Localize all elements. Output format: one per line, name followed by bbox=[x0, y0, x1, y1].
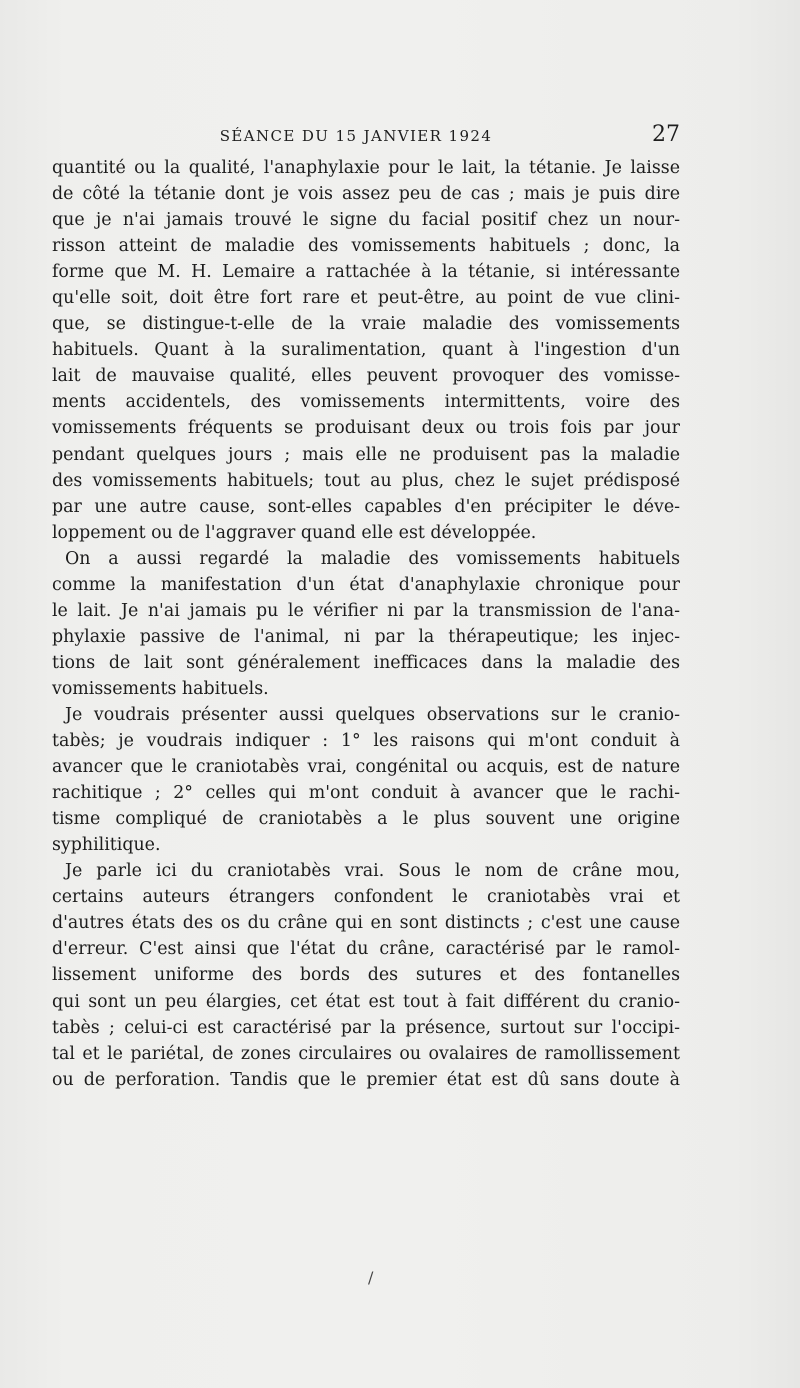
text-line: que, se distingue-t-elle de la vraie maladie des vomissements bbox=[52, 314, 680, 335]
running-title: SÉANCE DU 15 JANVIER 1924 bbox=[219, 127, 493, 145]
text-line: loppement ou de l'aggraver quand elle est développée. bbox=[52, 522, 537, 543]
text-line: phylaxie passive de l'animal, ni par la thérapeutique; les injec- bbox=[52, 626, 680, 647]
text-line: tabès; je voudrais indiquer : 1° les raisons qui m'ont conduit à bbox=[52, 731, 680, 752]
text-line: qu'elle soit, doit être fort rare et peut-être, au point de vue clini- bbox=[52, 288, 680, 309]
text-line: que je n'ai jamais trouvé le signe du facial positif chez un nour- bbox=[52, 210, 680, 231]
text-line: risson atteint de maladie des vomissements habituels ; donc, la bbox=[52, 236, 680, 257]
text-line: lissement uniforme des bords des sutures et des fontanelles bbox=[52, 965, 680, 986]
text-line: comme la manifestation d'un état d'anaphylaxie chronique pour bbox=[52, 574, 680, 595]
text-line: de côté la tétanie dont je vois assez peu de cas ; mais je puis dire bbox=[52, 184, 680, 205]
text-line: Je voudrais présenter aussi quelques observations sur le cranio- bbox=[65, 704, 680, 725]
text-line: des vomissements habituels; tout au plus, chez le sujet prédisposé bbox=[52, 470, 680, 491]
text-line: d'autres états des os du crâne qui en sont distincts ; c'est une cause bbox=[52, 913, 680, 934]
text-line: le lait. Je n'ai jamais pu le vérifier ni par la transmission de l'ana- bbox=[52, 600, 680, 621]
text-line: tions de lait sont généralement inefficaces dans la maladie des bbox=[52, 652, 680, 673]
text-line: ou de perforation. Tandis que le premier état est dû sans doute à bbox=[52, 1069, 680, 1090]
text-line: tisme compliqué de craniotabès a le plus souvent une origine bbox=[52, 809, 680, 830]
footer-mark: / bbox=[368, 1268, 374, 1287]
text-line: On a aussi regardé la maladie des vomissements habituels bbox=[65, 548, 680, 569]
text-line: habituels. Quant à la suralimentation, quant à l'ingestion d'un bbox=[52, 340, 680, 361]
text-line: forme que M. H. Lemaire a rattachée à la tétanie, si intéressante bbox=[52, 262, 680, 283]
text-line: vomissements fréquents se produisant deux ou trois fois par jour bbox=[52, 418, 680, 439]
text-line: lait de mauvaise qualité, elles peuvent provoquer des vomisse- bbox=[52, 366, 680, 387]
text-line: syphilitique. bbox=[52, 835, 161, 856]
text-line: ments accidentels, des vomissements intermittents, voire des bbox=[52, 392, 680, 413]
text-line: par une autre cause, sont-elles capables d'en précipiter le déve- bbox=[52, 496, 680, 517]
text-line: pendant quelques jours ; mais elle ne produisent pas la maladie bbox=[52, 444, 680, 465]
text-line: quantité ou la qualité, l'anaphylaxie pour le lait, la tétanie. Je laisse bbox=[52, 158, 680, 178]
page-number: 27 bbox=[652, 122, 680, 147]
text-line: Je parle ici du craniotabès vrai. Sous le nom de crâne mou, bbox=[65, 861, 680, 882]
text-line: certains auteurs étrangers confondent le craniotabès vrai et bbox=[52, 887, 680, 908]
text-line: d'erreur. C'est ainsi que l'état du crâne, caractérisé par le ramol- bbox=[52, 939, 680, 960]
text-line: rachitique ; 2° celles qui m'ont conduit à avancer que le rachi- bbox=[52, 783, 680, 804]
body-text bbox=[52, 155, 680, 1093]
text-line: vomissements habituels. bbox=[52, 678, 269, 699]
text-line: qui sont un peu élargies, cet état est tout à fait différent du cranio- bbox=[52, 991, 680, 1012]
text-line: avancer que le craniotabès vrai, congénital ou acquis, est de nature bbox=[52, 757, 680, 778]
text-line: tal et le pariétal, de zones circulaires ou ovalaires de ramollissement bbox=[52, 1043, 680, 1064]
page-header bbox=[52, 122, 680, 148]
text-line: tabès ; celui-ci est caractérisé par la présence, surtout sur l'occipi- bbox=[52, 1017, 680, 1038]
